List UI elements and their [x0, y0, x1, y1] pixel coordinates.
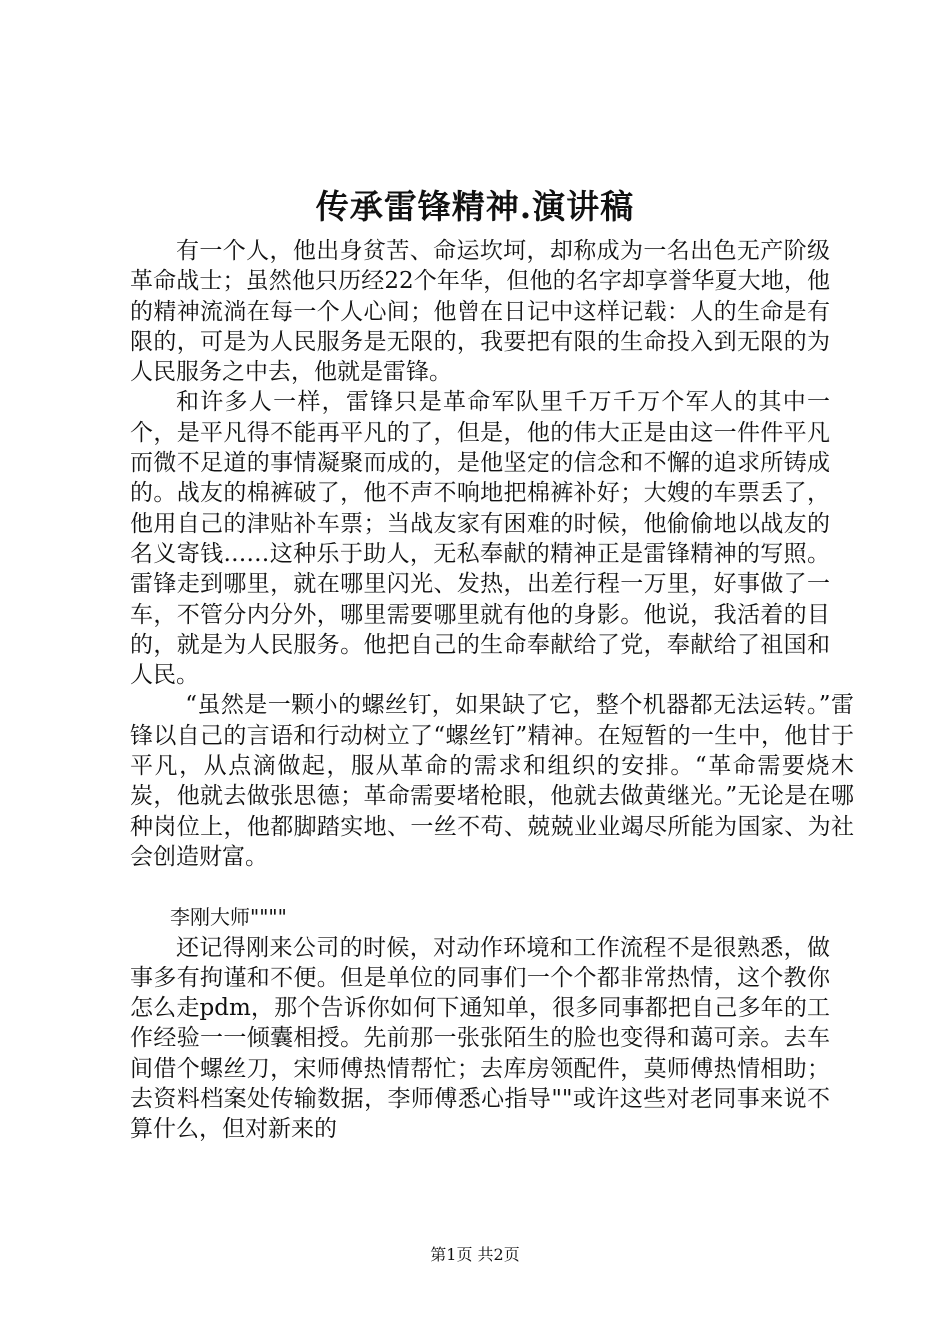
page-footer: 第1页 共2页 — [430, 1245, 520, 1264]
paragraph-3: “虽然是一颗小的螺丝钉，如果缺了它，整个机器都无法运转。”雷锋以自己的言语和行动树立了“螺丝钉”精神。在短暂的一生中，他甘于平凡，从点滴做起，服从革命的需求和组织的安排。“革命需要烧木炭，他就去做张思德；革命需要堵枪眼，他就去做黄继光。”无论是在哪种岗位上，他都脚踏实地、一丝不苟、兢兢业业竭尽所能为国家、为社会创造财富。 — [130, 692, 854, 870]
paragraph-2: 和许多人一样，雷锋只是革命军队里千万千万个军人的其中一个，是平凡得不能再平凡的了，但是，他的伟大正是由这一件件平凡而微不足道的事情凝聚而成的，是他坚定的信念和不懈的追求所铸成的。战友的棉裤破了，他不声不响地把棉裤补好；大嫂的车票丢了，他用自己的津贴补车票；当战友家有困难的时候，他偷偷地以战友的名义寄钱……这种乐于助人，无私奉献的精神正是雷锋精神的写照。雷锋走到哪里，就在哪里闪光、发热，出差行程一万里，好事做了一车，不管分内分外，哪里需要哪里就有他的身影。他说，我活着的目的，就是为人民服务。他把自己的生命奉献给了党，奉献给了祖国和人民。 — [130, 389, 830, 689]
document-body — [130, 236, 854, 1145]
paragraph-4: 还记得刚来公司的时候，对动作环境和工作流程不是很熟悉，做事多有拘谨和不便。但是单位的同事们一个个都非常热情，这个教你怎么走pdm，那个告诉你如何下通知单，很多同事都把自己多年的工作经验一一倾囊相授。先前那一张张陌生的脸也变得和蔼可亲。去车间借个螺丝刀，宋师傅热情帮忙；去库房领配件，莫师傅热情相助；去资料档案处传输数据，李师傅悉心指导""或许这些对老同事来说不算什么，但对新来的 — [130, 934, 830, 1143]
document-title: 传承雷锋精神.演讲稿 — [315, 187, 635, 226]
paragraph-1: 有一个人，他出身贫苦、命运坎坷，却称成为一名出色无产阶级革命战士；虽然他只历经22个年华，但他的名字却享誉华夏大地，他的精神流淌在每一个人心间；他曾在日记中这样记载：人的生命是有限的，可是为人民服务是无限的，我要把有限的生命投入到无限的为人民服务之中去，他就是雷锋。 — [130, 238, 830, 386]
paragraph-gap — [130, 872, 830, 902]
signature-line: 李刚大师"""" — [170, 905, 287, 930]
